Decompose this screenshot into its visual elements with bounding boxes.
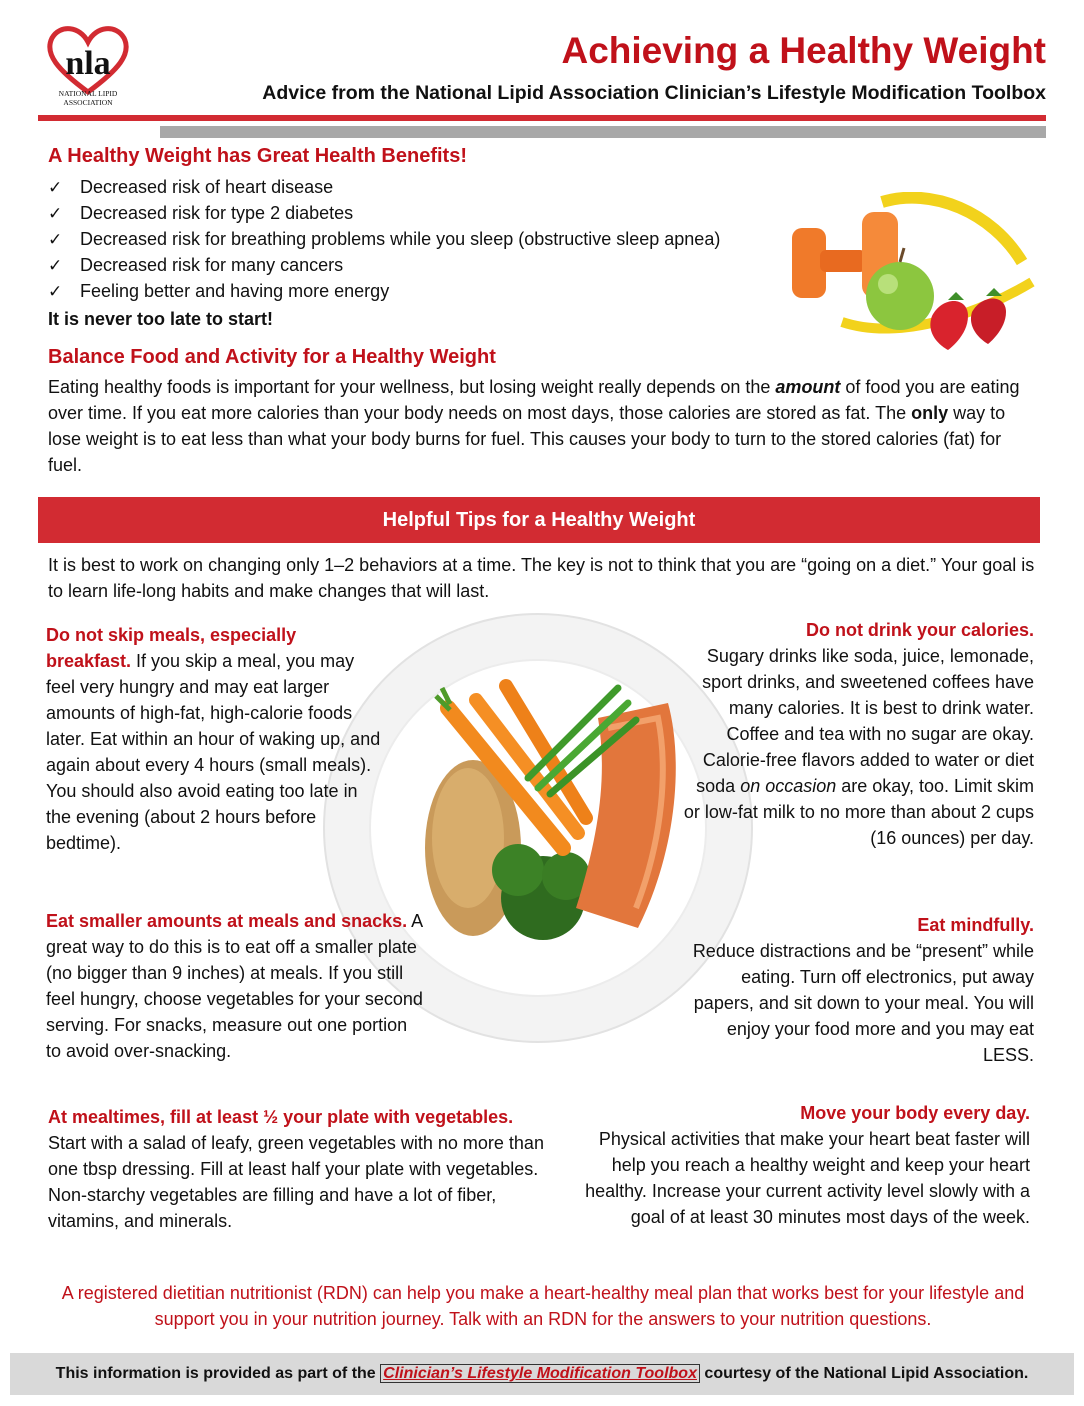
logo-caption-1: NATIONAL LIPID: [58, 89, 118, 98]
logo-caption-2: ASSOCIATION: [63, 98, 113, 107]
list-item: ✓ Feeling better and having more energy: [48, 278, 720, 304]
rdn-note: A registered dietitian nutritionist (RDN) can help you make a heart-healthy meal plan that works best for your lifestyle and support you in your nutrition journey. Talk with an RDN for the answers to your nutrition questions.: [61, 1283, 1025, 1329]
balance-heading: Balance Food and Activity for a Healthy Weight: [48, 346, 496, 368]
tip-move-body: Move your body every day. Physical activities that make your heart beat faster will help you reach a healthy weight and keep your heart healthy. Increase your current activity level slowly with a goal of at least 30 minutes most days of the week.: [585, 1103, 1030, 1227]
check-icon: ✓: [48, 230, 63, 249]
list-item: ✓ Decreased risk for breathing problems while you sleep (obstructive sleep apnea): [48, 226, 720, 252]
tip-skip-meals-title: Do not skip meals, especially breakfast.: [46, 625, 297, 671]
never-too-late-text: It is never too late to start!: [48, 309, 274, 329]
list-item: ✓ Decreased risk for type 2 diabetes: [48, 200, 720, 226]
header-rule-red: [38, 115, 1046, 121]
header-rule-gray: [160, 126, 1046, 138]
check-icon: ✓: [48, 256, 63, 275]
balance-paragraph: Eating healthy foods is important for your wellness, but losing weight really depends on the amount of food you are eating over time. If you eat more calories than your body needs on most days, those calories are stored as fat. The only way to lose weight is to eat less than what your body burns for fuel. This causes your body to turn to the stored calories (fat) for fuel.: [48, 377, 1020, 475]
list-item: ✓ Decreased risk for many cancers: [48, 252, 720, 278]
page-subtitle: Advice from the National Lipid Association Clinician’s Lifestyle Modification Toolbox: [262, 82, 1046, 104]
tip-smaller-amounts-title: Eat smaller amounts at meals and snacks.: [46, 911, 408, 931]
logo-mark: nla: [65, 45, 111, 82]
tip-drink-calories-title: Do not drink your calories.: [805, 620, 1034, 640]
tip-vegetables-title: At mealtimes, fill at least ½ your plate with vegetables.: [48, 1107, 514, 1127]
fruit-dumbbell-image: [782, 192, 1036, 362]
toolbox-link[interactable]: Clinician’s Lifestyle Modification Toolbox: [380, 1364, 700, 1383]
check-icon: ✓: [48, 178, 63, 197]
benefit-list: [48, 174, 720, 304]
tip-drink-calories: Do not drink your calories. Sugary drinks like soda, juice, lemonade, sport drinks, and sweetened coffees have many calories. It is best to drink water. Coffee and tea with no sugar are okay. Calorie-free flavors added to water or diet soda on occasion are okay, too. Limit skim or low-fat milk to no more than about 2 cups (16 ounces) per day.: [683, 620, 1034, 848]
tip-eat-mindfully-title: Eat mindfully.: [917, 915, 1034, 935]
check-icon: ✓: [48, 282, 63, 301]
list-item: ✓ Decreased risk of heart disease: [48, 174, 720, 200]
benefits-heading: A Healthy Weight has Great Health Benefits!: [48, 145, 467, 167]
tips-banner: Helpful Tips for a Healthy Weight: [38, 497, 1040, 543]
tip-vegetables: At mealtimes, fill at least ½ your plate with vegetables. Start with a salad of leafy, green vegetables with no more than one tbsp dressing. Fill at least half your plate with vegetables. Non-starchy vegetables are filling and have a lot of fiber, vitamins, and minerals.: [48, 1107, 544, 1231]
tip-eat-mindfully: Eat mindfully. Reduce distractions and be “present” while eating. Turn off electronics, put away papers, and sit down to your meal. You will enjoy your food more and you may eat LESS.: [692, 915, 1034, 1065]
check-icon: ✓: [48, 204, 63, 223]
tips-intro: It is best to work on changing only 1–2 behaviors at a time. The key is not to think that you are “going on a diet.” Your goal is to learn life-long habits and make changes that will last.: [48, 555, 1035, 601]
tip-smaller-amounts: Eat smaller amounts at meals and snacks. A great way to do this is to eat off a smaller plate (no bigger than 9 inches) at meals. If you still feel hungry, choose vegetables for your second serving. For snacks, measure out one portion to avoid over-snacking.: [46, 911, 423, 1061]
nla-logo: [38, 22, 138, 114]
tip-move-body-title: Move your body every day.: [800, 1103, 1030, 1123]
footer-text: This information is provided as part of the Clinician’s Lifestyle Modification Toolbox courtesy of the National Lipid Association.: [55, 1365, 1029, 1382]
tip-skip-meals: Do not skip meals, especially breakfast. If you skip a meal, you may feel very hungry and may eat larger amounts of high-fat, high-calorie foods later. Eat within an hour of waking up, and again about every 4 hours (small meals). You should also avoid eating too late in the evening (about 2 hours before bedtime).: [46, 625, 381, 853]
page-title: Achieving a Healthy Weight: [561, 30, 1046, 71]
